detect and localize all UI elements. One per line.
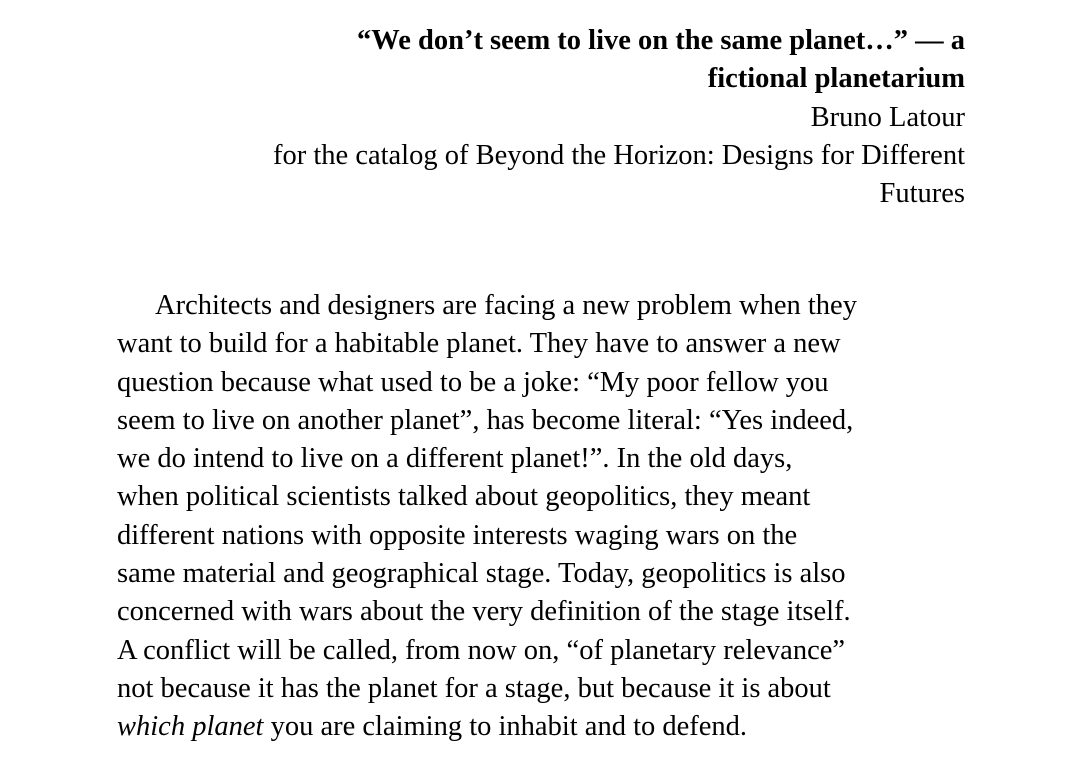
paragraph-line: Architects and designers are facing a new problem when they	[155, 290, 857, 321]
paragraph-line: not because it has the planet for a stage, but because it is about	[117, 672, 831, 704]
body-paragraph	[117, 287, 967, 747]
paragraph-line: same material and geographical stage. Today, geopolitics is also	[117, 558, 846, 590]
paragraph-line: we do intend to live on a different planet!”. In the old days,	[117, 443, 793, 475]
author-name: Bruno Latour	[810, 101, 965, 133]
paragraph-line: seem to live on another planet”, has become literal: “Yes indeed,	[117, 404, 854, 436]
document-header	[120, 22, 965, 213]
italic-phrase: which planet	[117, 711, 264, 743]
context-line-1: for the catalog of Beyond the Horizon: Designs for Different	[273, 139, 965, 171]
paragraph-line: question because what used to be a joke: “My poor fellow you	[117, 366, 829, 398]
paragraph-line: want to build for a habitable planet. They have to answer a new	[117, 328, 841, 360]
last-line-rest: you are claiming to inhabit and to defend.	[263, 711, 748, 743]
paragraph-line: A conflict will be called, from now on, “of planetary relevance”	[117, 634, 846, 666]
paragraph-last-line	[117, 708, 967, 746]
title-line-2: fictional planetarium	[707, 63, 965, 95]
paragraph-line: when political scientists talked about geopolitics, they meant	[117, 481, 811, 513]
title-line-1: “We don’t seem to live on the same planet…” — a	[357, 25, 965, 56]
paragraph-line: different nations with opposite interests waging wars on the	[117, 519, 798, 551]
paragraph-line: concerned with wars about the very definition of the stage itself.	[117, 596, 851, 628]
context-line-2: Futures	[879, 178, 965, 210]
